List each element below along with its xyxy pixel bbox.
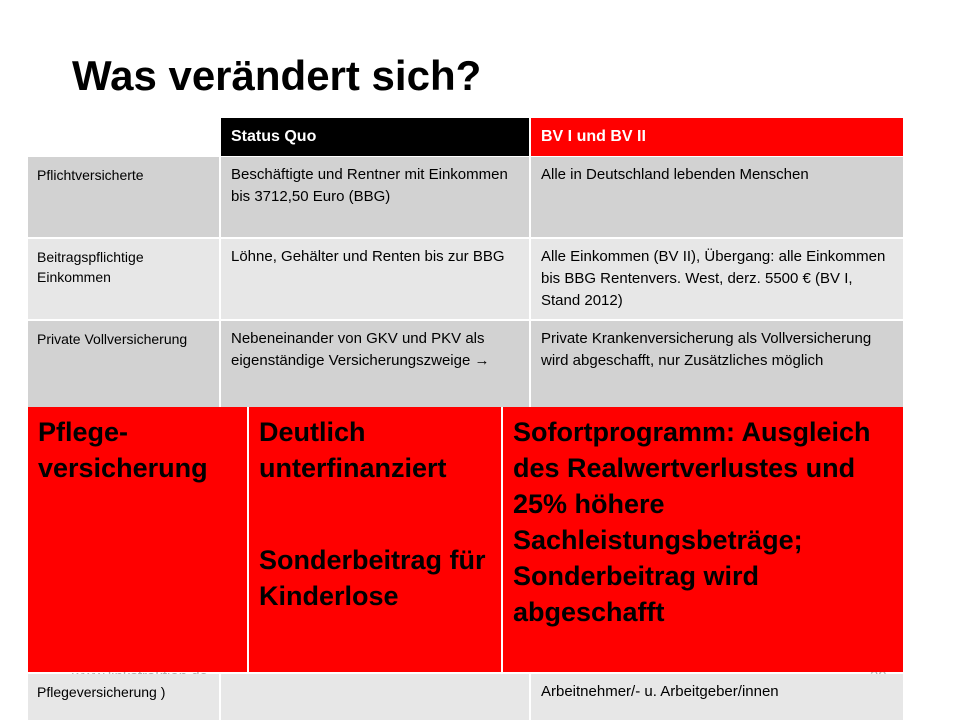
row-label-einkommen: Beitragspflichtige Einkommen — [28, 239, 219, 319]
page-title: Was verändert sich? — [72, 52, 482, 99]
cell-status-quo-vollversicherung: Nebeneinander von GKV und PKV als eigenständige Versicherungszweige → — [221, 321, 529, 407]
overlay-pflegeversicherung: Pflege-versicherung — [28, 407, 247, 672]
cell-bv-vollversicherung: Private Krankenversicherung als Vollversicherung wird abgeschafft, nur Zusätzliches möglich — [531, 321, 903, 407]
cell-bv-pflichtversicherte: Alle in Deutschland lebenden Menschen — [531, 157, 903, 237]
overlay-unterfinanziert-bottom: Sonderbeitrag für Kinderlose — [259, 544, 486, 611]
cell-status-quo-einkommen: Löhne, Gehälter und Renten bis zur BBG — [221, 239, 529, 319]
overlay-sofortprogramm: Sofortprogramm: Ausgleich des Realwertverlustes und 25% höhere Sachleistungsbeträge; Sonderbeitrag wird abgeschafft — [503, 407, 903, 672]
row-label-vollversicherung: Private Vollversicherung — [28, 321, 219, 407]
row-label-pflegeversicherung: Pflegeversicherung ) — [28, 674, 219, 720]
row-label-pflichtversicherte: Pflichtversicherte — [28, 157, 219, 237]
cell-bv-pflegeversicherung: Arbeitnehmer/- u. Arbeitgeber/innen — [531, 674, 903, 720]
overlay-unterfinanziert-top: Deutlich unterfinanziert — [259, 417, 447, 483]
header-bv: BV I und BV II — [531, 118, 903, 156]
cell-status-quo-pflichtversicherte: Beschäftigte und Rentner mit Einkommen bis 3712,50 Euro (BBG) — [221, 157, 529, 237]
cell-status-quo-pflegeversicherung — [221, 674, 529, 720]
overlay-unterfinanziert — [249, 407, 501, 672]
cell-bv-einkommen: Alle Einkommen (BV II), Übergang: alle Einkommen bis BBG Rentenvers. West, derz. 5500 € (BV I, Stand 2012) — [531, 239, 903, 319]
header-status-quo: Status Quo — [221, 118, 529, 156]
